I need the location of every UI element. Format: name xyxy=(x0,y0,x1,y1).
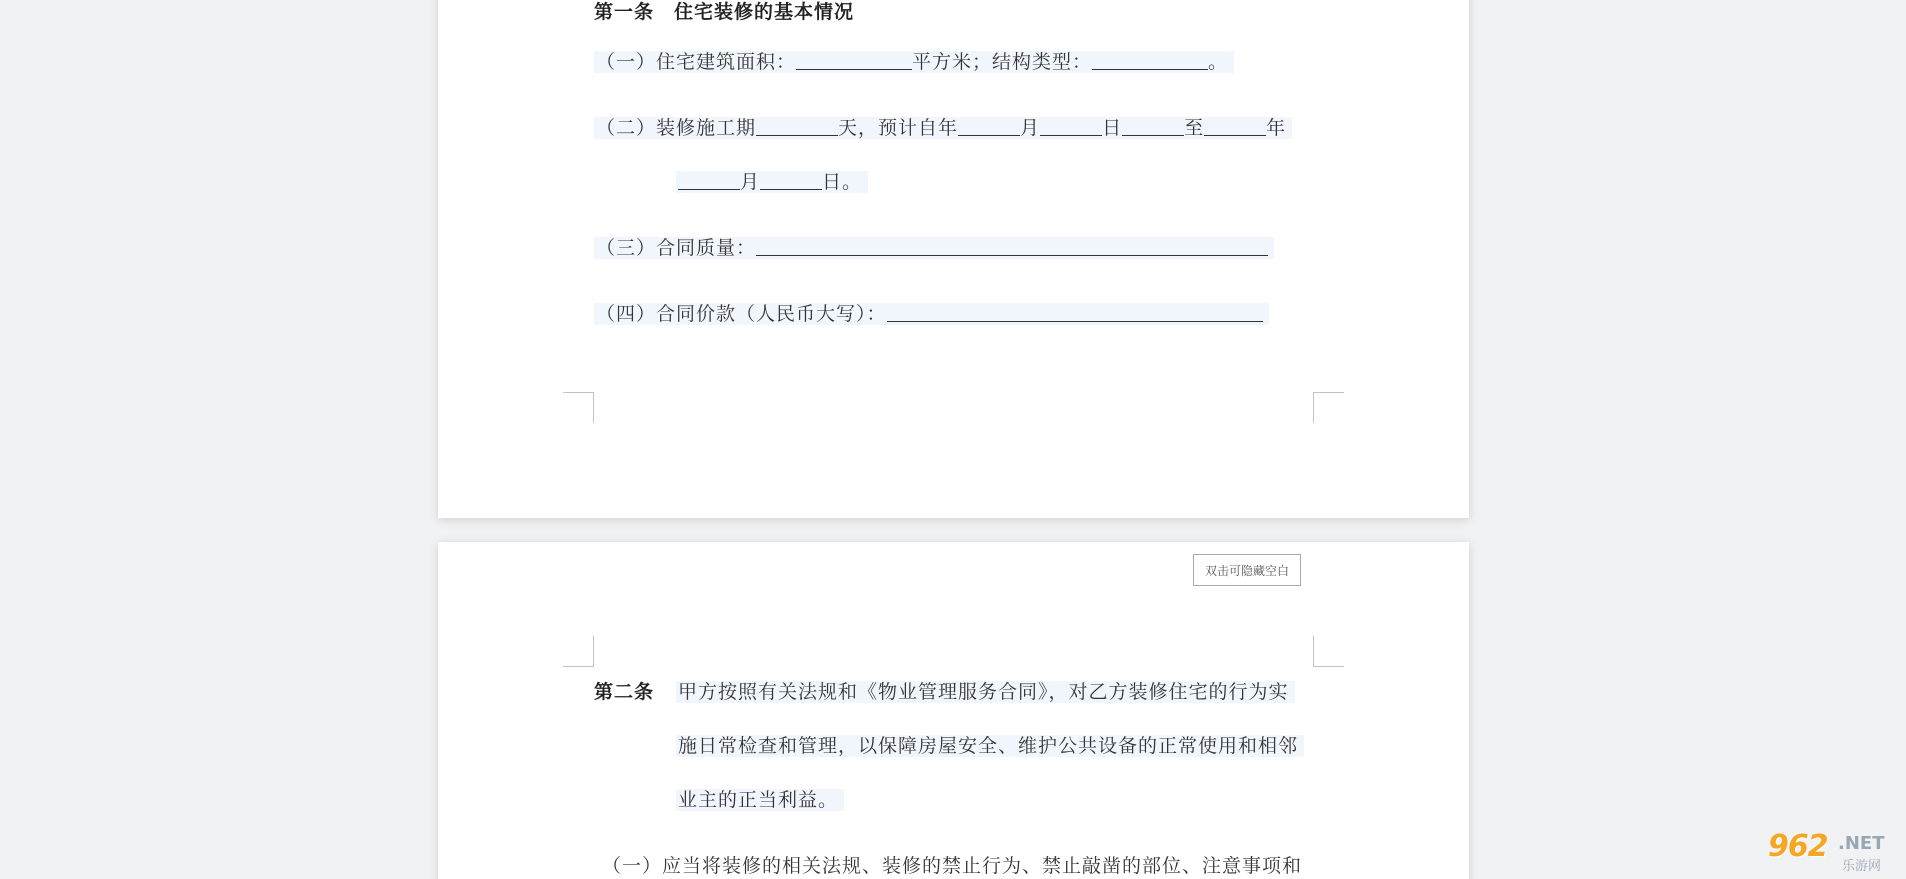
document-page-1 xyxy=(438,0,1469,518)
item-3-contract-quality: （三）合同质量： xyxy=(594,234,1274,262)
article-2-label: 第二条 xyxy=(594,681,655,703)
site-watermark-logo: 962 .NET 乐游网 xyxy=(1768,829,1885,874)
blank-field xyxy=(760,169,822,190)
blank-field xyxy=(1122,115,1184,136)
item-2-construction-period: （二）装修施工期 天，预计自年 月 日 至 年 xyxy=(594,114,1292,142)
margin-corner-top-right xyxy=(1313,636,1344,667)
blank-field xyxy=(958,115,1020,136)
article-1-heading: 第一条 住宅装修的基本情况 xyxy=(594,1,855,23)
blank-field xyxy=(887,301,1263,322)
item-4-contract-price: （四）合同价款（人民币大写）： xyxy=(594,300,1269,328)
blank-field xyxy=(1092,49,1208,70)
blank-field xyxy=(1204,115,1266,136)
blank-field xyxy=(796,49,912,70)
item-2-continuation: 月 日。 xyxy=(676,168,868,196)
blank-field xyxy=(1040,115,1102,136)
article-2-line-3: 业主的正当利益。 xyxy=(676,786,844,814)
blank-field xyxy=(678,169,740,190)
margin-corner-top-left xyxy=(563,636,594,667)
blank-field xyxy=(756,235,1268,256)
blank-field xyxy=(756,115,838,136)
margin-corner-bottom-left xyxy=(563,392,594,423)
article-2-item-1-line-1: （一）应当将装修的相关法规、装修的禁止行为、禁止敲凿的部位、注意事项和 xyxy=(602,855,1303,877)
document-page-2 xyxy=(438,542,1469,879)
article-2-line-2: 施日常检查和管理，以保障房屋安全、维护公共设备的正常使用和相邻 xyxy=(676,732,1304,760)
hide-blank-button[interactable]: 双击可隐藏空白 xyxy=(1193,554,1301,586)
item-1-building-area: （一）住宅建筑面积： 平方米；结构类型： 。 xyxy=(594,48,1234,76)
margin-corner-bottom-right xyxy=(1313,392,1344,423)
article-2-line-1: 第二条 甲方按照有关法规和《物业管理服务合同》，对乙方装修住宅的行为实 xyxy=(594,678,1295,706)
